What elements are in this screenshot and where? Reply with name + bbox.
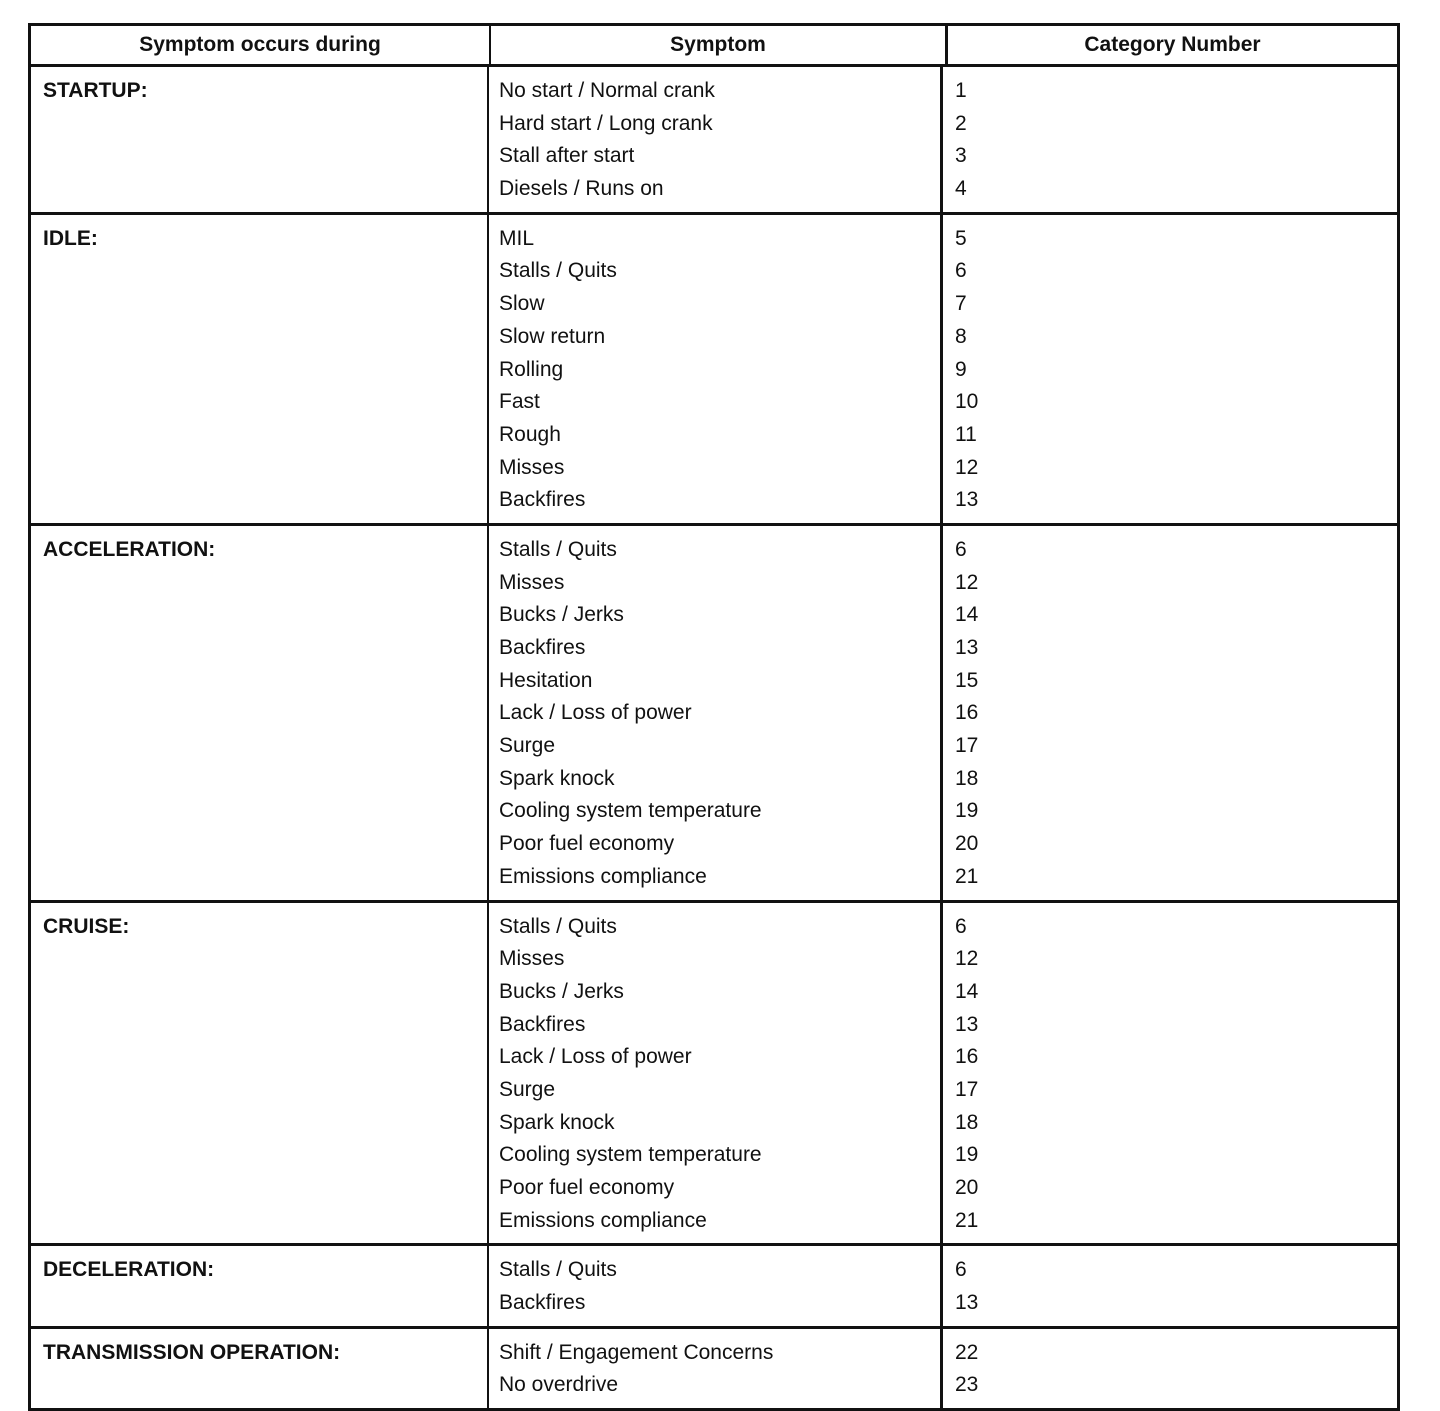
- symptom-cell: [489, 903, 943, 1244]
- category-number: 16: [955, 1045, 979, 1069]
- symptom-text: Backfires: [499, 488, 586, 512]
- category-number: 13: [955, 636, 979, 659]
- symptom-text: Slow: [499, 292, 545, 316]
- symptom-text: Diesels / Runs on: [499, 177, 664, 201]
- symptom-text: Misses: [499, 570, 565, 594]
- category-number: 15: [955, 668, 979, 692]
- symptom-text: Lack / Loss of power: [499, 701, 692, 725]
- category-number: 7: [955, 292, 967, 316]
- symptom-text: Spark knock: [499, 766, 615, 790]
- category-number: 19: [955, 799, 979, 823]
- table-body: [31, 67, 1397, 1408]
- category-number: 21: [955, 864, 979, 888]
- category-number: 14: [955, 603, 979, 627]
- symptom-text: Spark knock: [499, 1110, 615, 1134]
- symptom-table: [28, 23, 1400, 1411]
- category-number: 12: [955, 570, 979, 594]
- symptom-text: Bucks / Jerks: [499, 979, 624, 1003]
- header-symptom: Symptom: [491, 26, 948, 64]
- table-group: [31, 67, 1397, 215]
- category-number: 10: [955, 390, 979, 414]
- category-cell: [943, 215, 1397, 523]
- symptom-text: No start / Normal crank: [499, 79, 715, 102]
- symptom-text: Lack / Loss of power: [499, 1045, 692, 1069]
- category-number: 17: [955, 1077, 979, 1101]
- symptom-text: Misses: [499, 947, 565, 971]
- category-number: 5: [955, 226, 967, 250]
- symptom-text: Backfires: [499, 1012, 586, 1036]
- category-cell: [943, 903, 1397, 1244]
- category-number: 6: [955, 914, 967, 938]
- category-number: 6: [955, 1258, 967, 1282]
- symptom-text: Fast: [499, 390, 540, 414]
- category-number: 6: [955, 259, 967, 283]
- symptom-text: No overdrive: [499, 1373, 619, 1397]
- symptom-text: Hard start / Long crank: [499, 111, 713, 135]
- symptom-text: Emissions compliance: [499, 864, 707, 888]
- table-group: [31, 1329, 1397, 1408]
- symptom-text: Slow return: [499, 324, 606, 348]
- category-number: 9: [955, 357, 967, 381]
- header-symptom-occurs-during: Symptom occurs during: [31, 26, 491, 64]
- group-label: IDLE:: [31, 215, 489, 523]
- symptom-text: Surge: [499, 734, 556, 758]
- symptom-text: Backfires: [499, 636, 586, 659]
- symptom-cell: [489, 215, 943, 523]
- category-number: 23: [955, 1373, 979, 1397]
- symptom-text: Stalls / Quits: [499, 1258, 617, 1282]
- symptom-cell: [489, 1329, 943, 1408]
- category-number: 21: [955, 1208, 979, 1232]
- category-number: 12: [955, 455, 979, 479]
- group-label: CRUISE:: [31, 903, 489, 1244]
- category-number: 3: [955, 144, 967, 168]
- group-label: DECELERATION:: [31, 1246, 489, 1325]
- symptom-cell: [489, 67, 943, 212]
- symptom-text: Hesitation: [499, 668, 593, 692]
- table-group: [31, 903, 1397, 1247]
- symptom-text: Rolling: [499, 357, 564, 381]
- symptom-text: Stalls / Quits: [499, 914, 617, 938]
- symptom-text: Stalls / Quits: [499, 259, 617, 283]
- category-number: 13: [955, 1291, 979, 1315]
- category-number: 17: [955, 734, 979, 758]
- category-number: 13: [955, 488, 979, 512]
- table-group: [31, 526, 1397, 903]
- symptom-text: Shift / Engagement Concerns: [499, 1340, 774, 1364]
- symptom-text: Emissions compliance: [499, 1208, 707, 1232]
- symptom-cell: [489, 526, 943, 900]
- symptom-text: Surge: [499, 1077, 556, 1101]
- header-category-number: Category Number: [1084, 33, 1261, 56]
- category-number: 8: [955, 324, 967, 348]
- category-number: 18: [955, 766, 979, 790]
- symptom-text: Poor fuel economy: [499, 832, 675, 856]
- symptom-text: Stall after start: [499, 144, 635, 168]
- symptom-text: Bucks / Jerks: [499, 603, 624, 627]
- symptom-text: Misses: [499, 455, 565, 479]
- category-number: 20: [955, 832, 979, 856]
- category-number: 14: [955, 979, 979, 1003]
- symptom-cell: [489, 1246, 943, 1325]
- symptom-text: Rough: [499, 422, 561, 446]
- category-number: 12: [955, 947, 979, 971]
- table-group: [31, 215, 1397, 526]
- category-number: 1: [955, 79, 967, 102]
- symptom-text: Cooling system temperature: [499, 799, 762, 823]
- group-label: ACCELERATION:: [31, 526, 489, 900]
- symptom-text: MIL: [499, 226, 535, 250]
- symptom-text: Cooling system temperature: [499, 1143, 762, 1167]
- table-header: [31, 26, 1397, 67]
- category-number: 6: [955, 537, 967, 561]
- category-number: 11: [955, 422, 977, 446]
- table-group: [31, 1246, 1397, 1328]
- group-label: TRANSMISSION OPERATION:: [31, 1329, 489, 1408]
- group-label: STARTUP:: [31, 67, 489, 212]
- category-number: 4: [955, 177, 967, 201]
- category-number: 13: [955, 1012, 979, 1036]
- category-number: 18: [955, 1110, 979, 1134]
- category-cell: [943, 1246, 1397, 1325]
- category-cell: [943, 1329, 1397, 1408]
- symptom-text: Backfires: [499, 1291, 586, 1315]
- category-number: 22: [955, 1340, 979, 1364]
- category-number: 2: [955, 111, 967, 135]
- category-cell: [943, 67, 1397, 212]
- category-cell: [943, 526, 1397, 900]
- category-number: 19: [955, 1143, 979, 1167]
- symptom-text: Poor fuel economy: [499, 1176, 675, 1199]
- symptom-text: Stalls / Quits: [499, 537, 617, 561]
- category-number: 20: [955, 1176, 979, 1199]
- category-number: 16: [955, 701, 979, 725]
